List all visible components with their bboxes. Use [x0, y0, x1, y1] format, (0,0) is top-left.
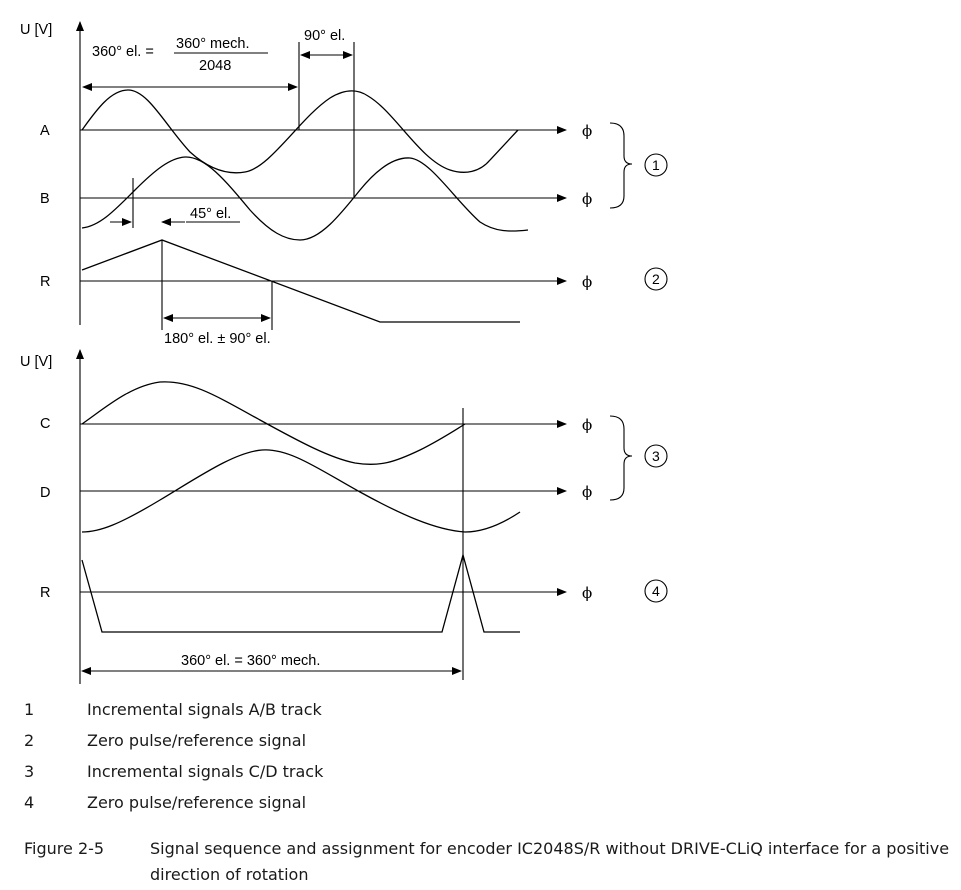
signal-c-label: C	[40, 416, 51, 432]
group-1-number: 1	[652, 157, 660, 173]
legend-item-number: 4	[24, 793, 35, 812]
legend-item-number: 1	[24, 700, 35, 719]
figure-caption-text: Signal sequence and assignment for encoder IC2048S/R without DRIVE-CLiQ interface for a positive direction of rotation	[150, 839, 950, 884]
legend-item	[24, 700, 944, 731]
signal-a-phi: ϕ	[582, 122, 593, 140]
phase-45-label: 45° el.	[190, 206, 232, 222]
legend-item-text: Incremental signals C/D track	[87, 762, 324, 781]
legend-item	[24, 793, 944, 824]
group-1-brace	[610, 123, 632, 208]
signal-c-phi: ϕ	[582, 416, 593, 434]
top-y-axis-label: U [V]	[20, 22, 53, 38]
signal-r2-phi: ϕ	[582, 584, 593, 602]
formula-left: 360° el. =	[92, 44, 154, 60]
signal-c-wave	[82, 382, 465, 465]
signal-r-label: R	[40, 274, 51, 290]
legend-item-text: Incremental signals A/B track	[87, 700, 322, 719]
signal-a-label: A	[40, 123, 50, 139]
span-label: 360° el. = 360° mech.	[181, 653, 321, 669]
bottom-y-axis-label: U [V]	[20, 354, 53, 370]
signal-b-phi: ϕ	[582, 190, 593, 208]
group-3-number: 3	[652, 448, 660, 464]
signal-r-phi: ϕ	[582, 273, 593, 291]
formula-numerator: 360° mech.	[176, 36, 250, 52]
legend-item-number: 3	[24, 762, 35, 781]
legend-item-text: Zero pulse/reference signal	[87, 731, 307, 750]
signal-r2-wave	[82, 555, 520, 632]
signal-r2-label: R	[40, 585, 51, 601]
signal-d-label: D	[40, 485, 51, 501]
group-2-number: 2	[652, 271, 660, 287]
signal-d-phi: ϕ	[582, 483, 593, 501]
bottom-diagram	[20, 350, 667, 684]
phase-180-label: 180° el. ± 90° el.	[164, 331, 271, 347]
phase-90-label: 90° el.	[304, 28, 346, 44]
formula-denominator: 2048	[199, 58, 232, 74]
top-diagram	[20, 22, 667, 347]
group-3-brace	[610, 416, 632, 500]
signal-b-label: B	[40, 191, 50, 207]
group-4-number: 4	[652, 583, 660, 599]
legend-item-number: 2	[24, 731, 35, 750]
signal-a-wave	[82, 90, 518, 173]
legend-item	[24, 731, 944, 762]
figure-number: Figure 2-5	[24, 839, 105, 858]
legend	[24, 700, 944, 824]
legend-item-text: Zero pulse/reference signal	[87, 793, 307, 812]
legend-item	[24, 762, 944, 793]
